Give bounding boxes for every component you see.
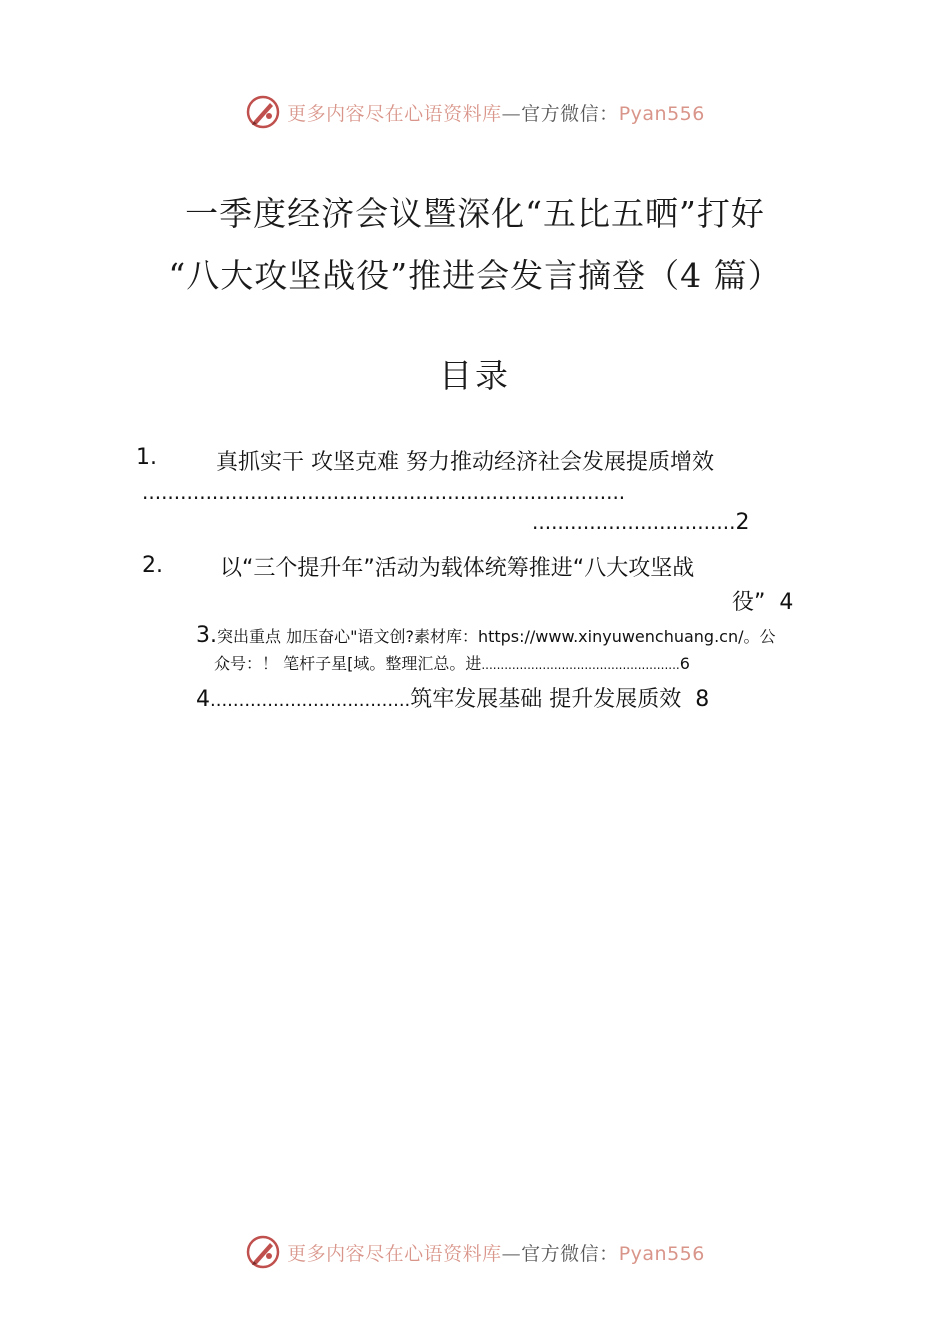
footer-watermark xyxy=(0,1234,950,1270)
toc-item-2-page[interactable]: 4 xyxy=(779,590,794,615)
watermark-id: Pyan556 xyxy=(618,1242,705,1265)
toc-item-3-page[interactable]: 6 xyxy=(679,654,690,673)
toc-item-3-leader: .................................................... xyxy=(481,658,680,672)
watermark-dash: — xyxy=(501,102,522,125)
toc-item-3-title-cont[interactable]: 众号：！ 笔杆子星[域。整理汇总。进 xyxy=(214,654,482,673)
document-title-line2: “八大攻坚战役”推进会发言摘登（4 篇） xyxy=(168,256,782,295)
toc-item-4-num: 4 xyxy=(196,687,210,712)
watermark-label: 官方微信： xyxy=(521,102,619,125)
pen-logo-icon xyxy=(245,94,281,130)
toc-item-2-title-cont[interactable]: 役” xyxy=(732,590,766,615)
toc-item-1-title[interactable]: 真抓实干 攻坚克难 努力推动经济社会发展提质增效 xyxy=(216,450,714,475)
toc-item-3-num: 3. xyxy=(196,623,217,648)
toc-item-2-title[interactable]: 以“三个提升年”活动为载体统筹推进“八大攻坚战 xyxy=(220,556,695,581)
toc-item-4-leader: ................................... xyxy=(210,690,411,711)
document-title-line1: 一季度经济会议暨深化“五比五晒”打好 xyxy=(185,194,765,233)
toc-item-4-page[interactable]: 8 xyxy=(695,687,710,712)
watermark-text: 更多内容尽在心语资料库 xyxy=(287,1242,502,1265)
toc-item-1-num: 1. xyxy=(136,445,157,470)
toc-item-4-title[interactable]: 筑牢发展基础 提升发展质效 xyxy=(410,687,682,712)
toc-item-1-leader-1: ............................................................................ xyxy=(142,480,626,504)
toc-item-2-num: 2. xyxy=(142,553,163,578)
toc-item-3-title[interactable]: 突出重点 加压奋心"语文创?素材库：https://www.xinyuwenchuang.cn/。公 xyxy=(217,627,776,646)
watermark-text: 更多内容尽在心语资料库 xyxy=(287,102,502,125)
watermark-label: 官方微信： xyxy=(521,1242,619,1265)
header-watermark xyxy=(0,94,950,130)
toc-item-1-leader-2: ................................ xyxy=(532,510,736,534)
watermark-id: Pyan556 xyxy=(618,102,705,125)
toc-heading: 目录 xyxy=(439,356,511,395)
watermark-dash: — xyxy=(501,1242,522,1265)
pen-logo-icon xyxy=(245,1234,281,1270)
toc-item-1-page[interactable]: 2 xyxy=(735,510,750,535)
